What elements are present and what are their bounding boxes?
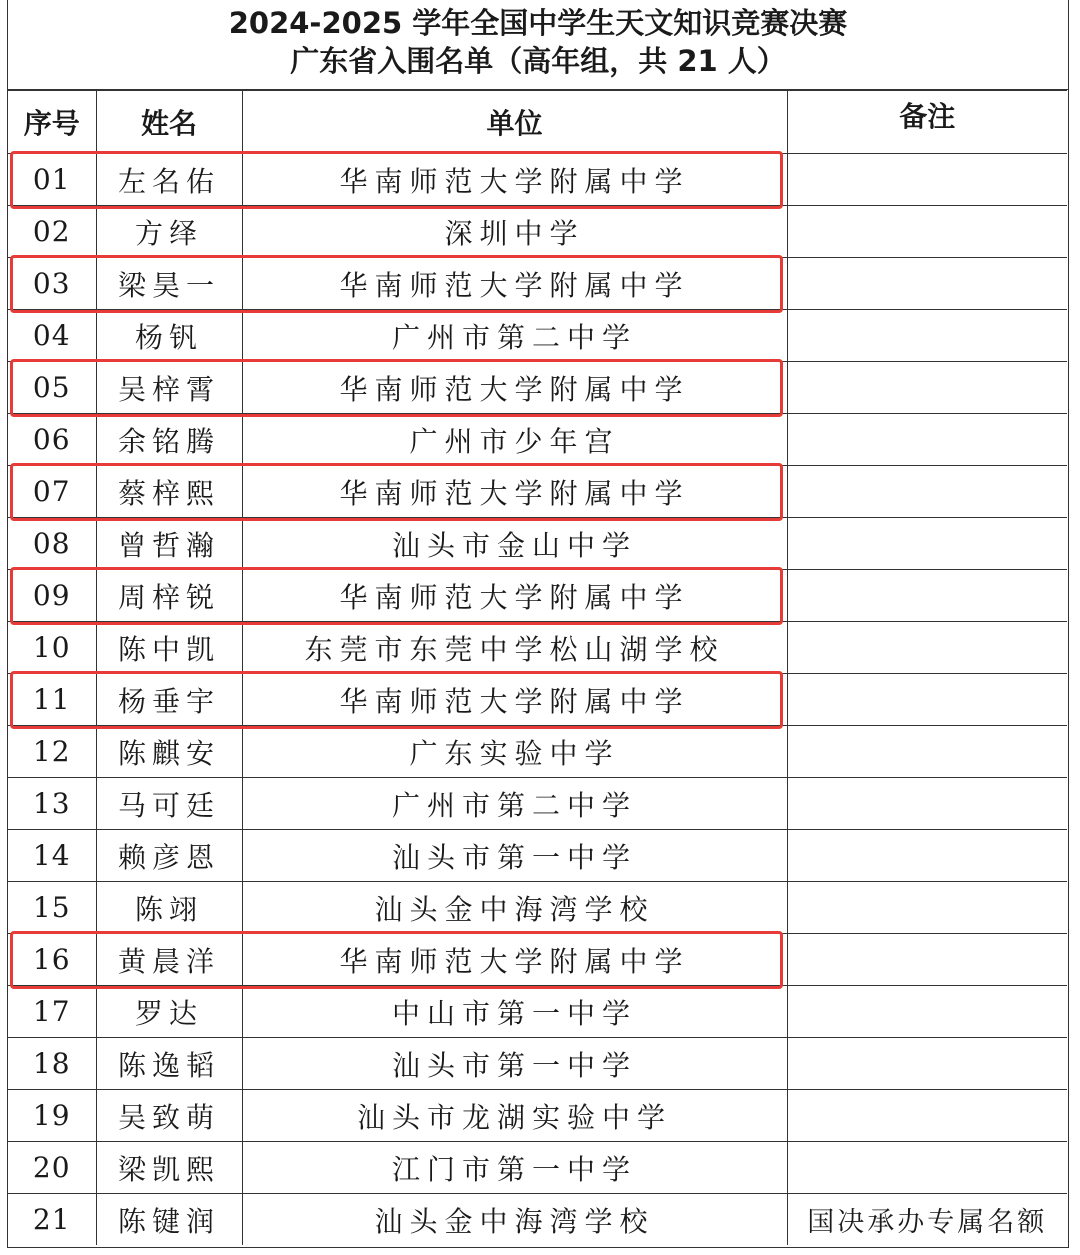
table-row: [8, 674, 1067, 726]
unit-cell: 华南师范大学附属中学: [242, 934, 787, 986]
unit-cell: 汕头市金山中学: [242, 518, 787, 570]
note-cell: [787, 778, 1067, 830]
seq-cell: 01: [8, 154, 96, 206]
note-cell: [787, 726, 1067, 778]
note-cell: [787, 414, 1067, 466]
note-cell: [787, 570, 1067, 622]
seq-cell: 18: [8, 1038, 96, 1090]
seq-cell: 16: [8, 934, 96, 986]
table-row: [8, 1142, 1067, 1194]
seq-cell: 07: [8, 466, 96, 518]
note-cell: [787, 310, 1067, 362]
name-cell: 方绎: [96, 206, 242, 258]
name-cell: 罗达: [96, 986, 242, 1038]
seq-cell: 15: [8, 882, 96, 934]
unit-cell: 东莞市东莞中学松山湖学校: [242, 622, 787, 674]
unit-cell: 广州市少年宫: [242, 414, 787, 466]
name-cell: 梁昊一: [96, 258, 242, 310]
table-row: [8, 310, 1067, 362]
seq-cell: 14: [8, 830, 96, 882]
name-cell: 陈麒安: [96, 726, 242, 778]
table-row: [8, 154, 1067, 206]
table-row: [8, 1194, 1067, 1246]
seq-cell: 19: [8, 1090, 96, 1142]
note-cell: [787, 674, 1067, 726]
table-header-row: [8, 91, 1067, 154]
seq-cell: 09: [8, 570, 96, 622]
table-row: [8, 882, 1067, 934]
unit-cell: 中山市第一中学: [242, 986, 787, 1038]
note-cell: [787, 1142, 1067, 1194]
unit-cell: 华南师范大学附属中学: [242, 258, 787, 310]
title-line-1: 2024-2025 学年全国中学生天文知识竞赛决赛: [228, 6, 848, 40]
note-cell: [787, 1038, 1067, 1090]
note-cell: [787, 830, 1067, 882]
seq-cell: 03: [8, 258, 96, 310]
seq-cell: 06: [8, 414, 96, 466]
name-cell: 杨钒: [96, 310, 242, 362]
name-cell: 蔡梓熙: [96, 466, 242, 518]
table-row: [8, 1090, 1067, 1142]
table-row: [8, 934, 1067, 986]
seq-cell: 11: [8, 674, 96, 726]
title-line-2: 广东省入围名单（高年组，共 21 人）: [290, 44, 786, 78]
unit-cell: 汕头市第一中学: [242, 1038, 787, 1090]
name-cell: 左名佑: [96, 154, 242, 206]
roster-table-body: [8, 154, 1067, 1246]
table-row: [8, 362, 1067, 414]
note-cell: [787, 466, 1067, 518]
name-cell: 周梓锐: [96, 570, 242, 622]
seq-cell: 13: [8, 778, 96, 830]
table-row: [8, 414, 1067, 466]
seq-cell: 12: [8, 726, 96, 778]
note-cell: [787, 206, 1067, 258]
name-cell: 黄晨洋: [96, 934, 242, 986]
column-header-name: 姓名: [96, 91, 242, 154]
unit-cell: 华南师范大学附属中学: [242, 466, 787, 518]
seq-cell: 02: [8, 206, 96, 258]
name-cell: 梁凯熙: [96, 1142, 242, 1194]
document-title: [8, 0, 1068, 90]
column-header-unit: 单位: [242, 91, 787, 154]
table-row: [8, 258, 1067, 310]
table-row: [8, 986, 1067, 1038]
name-cell: 吴梓霄: [96, 362, 242, 414]
note-cell: [787, 934, 1067, 986]
unit-cell: 广州市第二中学: [242, 310, 787, 362]
table-row: [8, 778, 1067, 830]
name-cell: 赖彦恩: [96, 830, 242, 882]
name-cell: 曾哲瀚: [96, 518, 242, 570]
note-cell: [787, 518, 1067, 570]
name-cell: 陈键润: [96, 1194, 242, 1246]
table-row: [8, 466, 1067, 518]
name-cell: 马可廷: [96, 778, 242, 830]
unit-cell: 广州市第二中学: [242, 778, 787, 830]
unit-cell: 华南师范大学附属中学: [242, 362, 787, 414]
seq-cell: 08: [8, 518, 96, 570]
name-cell: 吴致萌: [96, 1090, 242, 1142]
unit-cell: 汕头金中海湾学校: [242, 1194, 787, 1246]
unit-cell: 汕头市第一中学: [242, 830, 787, 882]
unit-cell: 华南师范大学附属中学: [242, 154, 787, 206]
note-cell: [787, 986, 1067, 1038]
table-row: [8, 1038, 1067, 1090]
table-row: [8, 622, 1067, 674]
table-row: [8, 570, 1067, 622]
note-cell: [787, 1090, 1067, 1142]
unit-cell: 华南师范大学附属中学: [242, 674, 787, 726]
unit-cell: 华南师范大学附属中学: [242, 570, 787, 622]
seq-cell: 05: [8, 362, 96, 414]
unit-cell: 汕头金中海湾学校: [242, 882, 787, 934]
table-row: [8, 830, 1067, 882]
name-cell: 陈中凯: [96, 622, 242, 674]
column-header-note: 备注: [787, 91, 1067, 154]
unit-cell: 汕头市龙湖实验中学: [242, 1090, 787, 1142]
seq-cell: 17: [8, 986, 96, 1038]
table-row: [8, 726, 1067, 778]
unit-cell: 广东实验中学: [242, 726, 787, 778]
unit-cell: 深圳中学: [242, 206, 787, 258]
seq-cell: 21: [8, 1194, 96, 1246]
name-cell: 陈逸韬: [96, 1038, 242, 1090]
name-cell: 杨垂宇: [96, 674, 242, 726]
note-cell: [787, 362, 1067, 414]
table-row: [8, 518, 1067, 570]
seq-cell: 04: [8, 310, 96, 362]
note-cell: [787, 154, 1067, 206]
note-cell: [787, 258, 1067, 310]
seq-cell: 20: [8, 1142, 96, 1194]
note-cell: [787, 622, 1067, 674]
roster-document: [7, 0, 1069, 1248]
note-cell: 国决承办专属名额: [787, 1194, 1067, 1246]
table-row: [8, 206, 1067, 258]
seq-cell: 10: [8, 622, 96, 674]
name-cell: 余铭腾: [96, 414, 242, 466]
name-cell: 陈翊: [96, 882, 242, 934]
roster-table: [8, 90, 1067, 1245]
note-cell: [787, 882, 1067, 934]
unit-cell: 江门市第一中学: [242, 1142, 787, 1194]
column-header-seq: 序号: [8, 91, 96, 154]
